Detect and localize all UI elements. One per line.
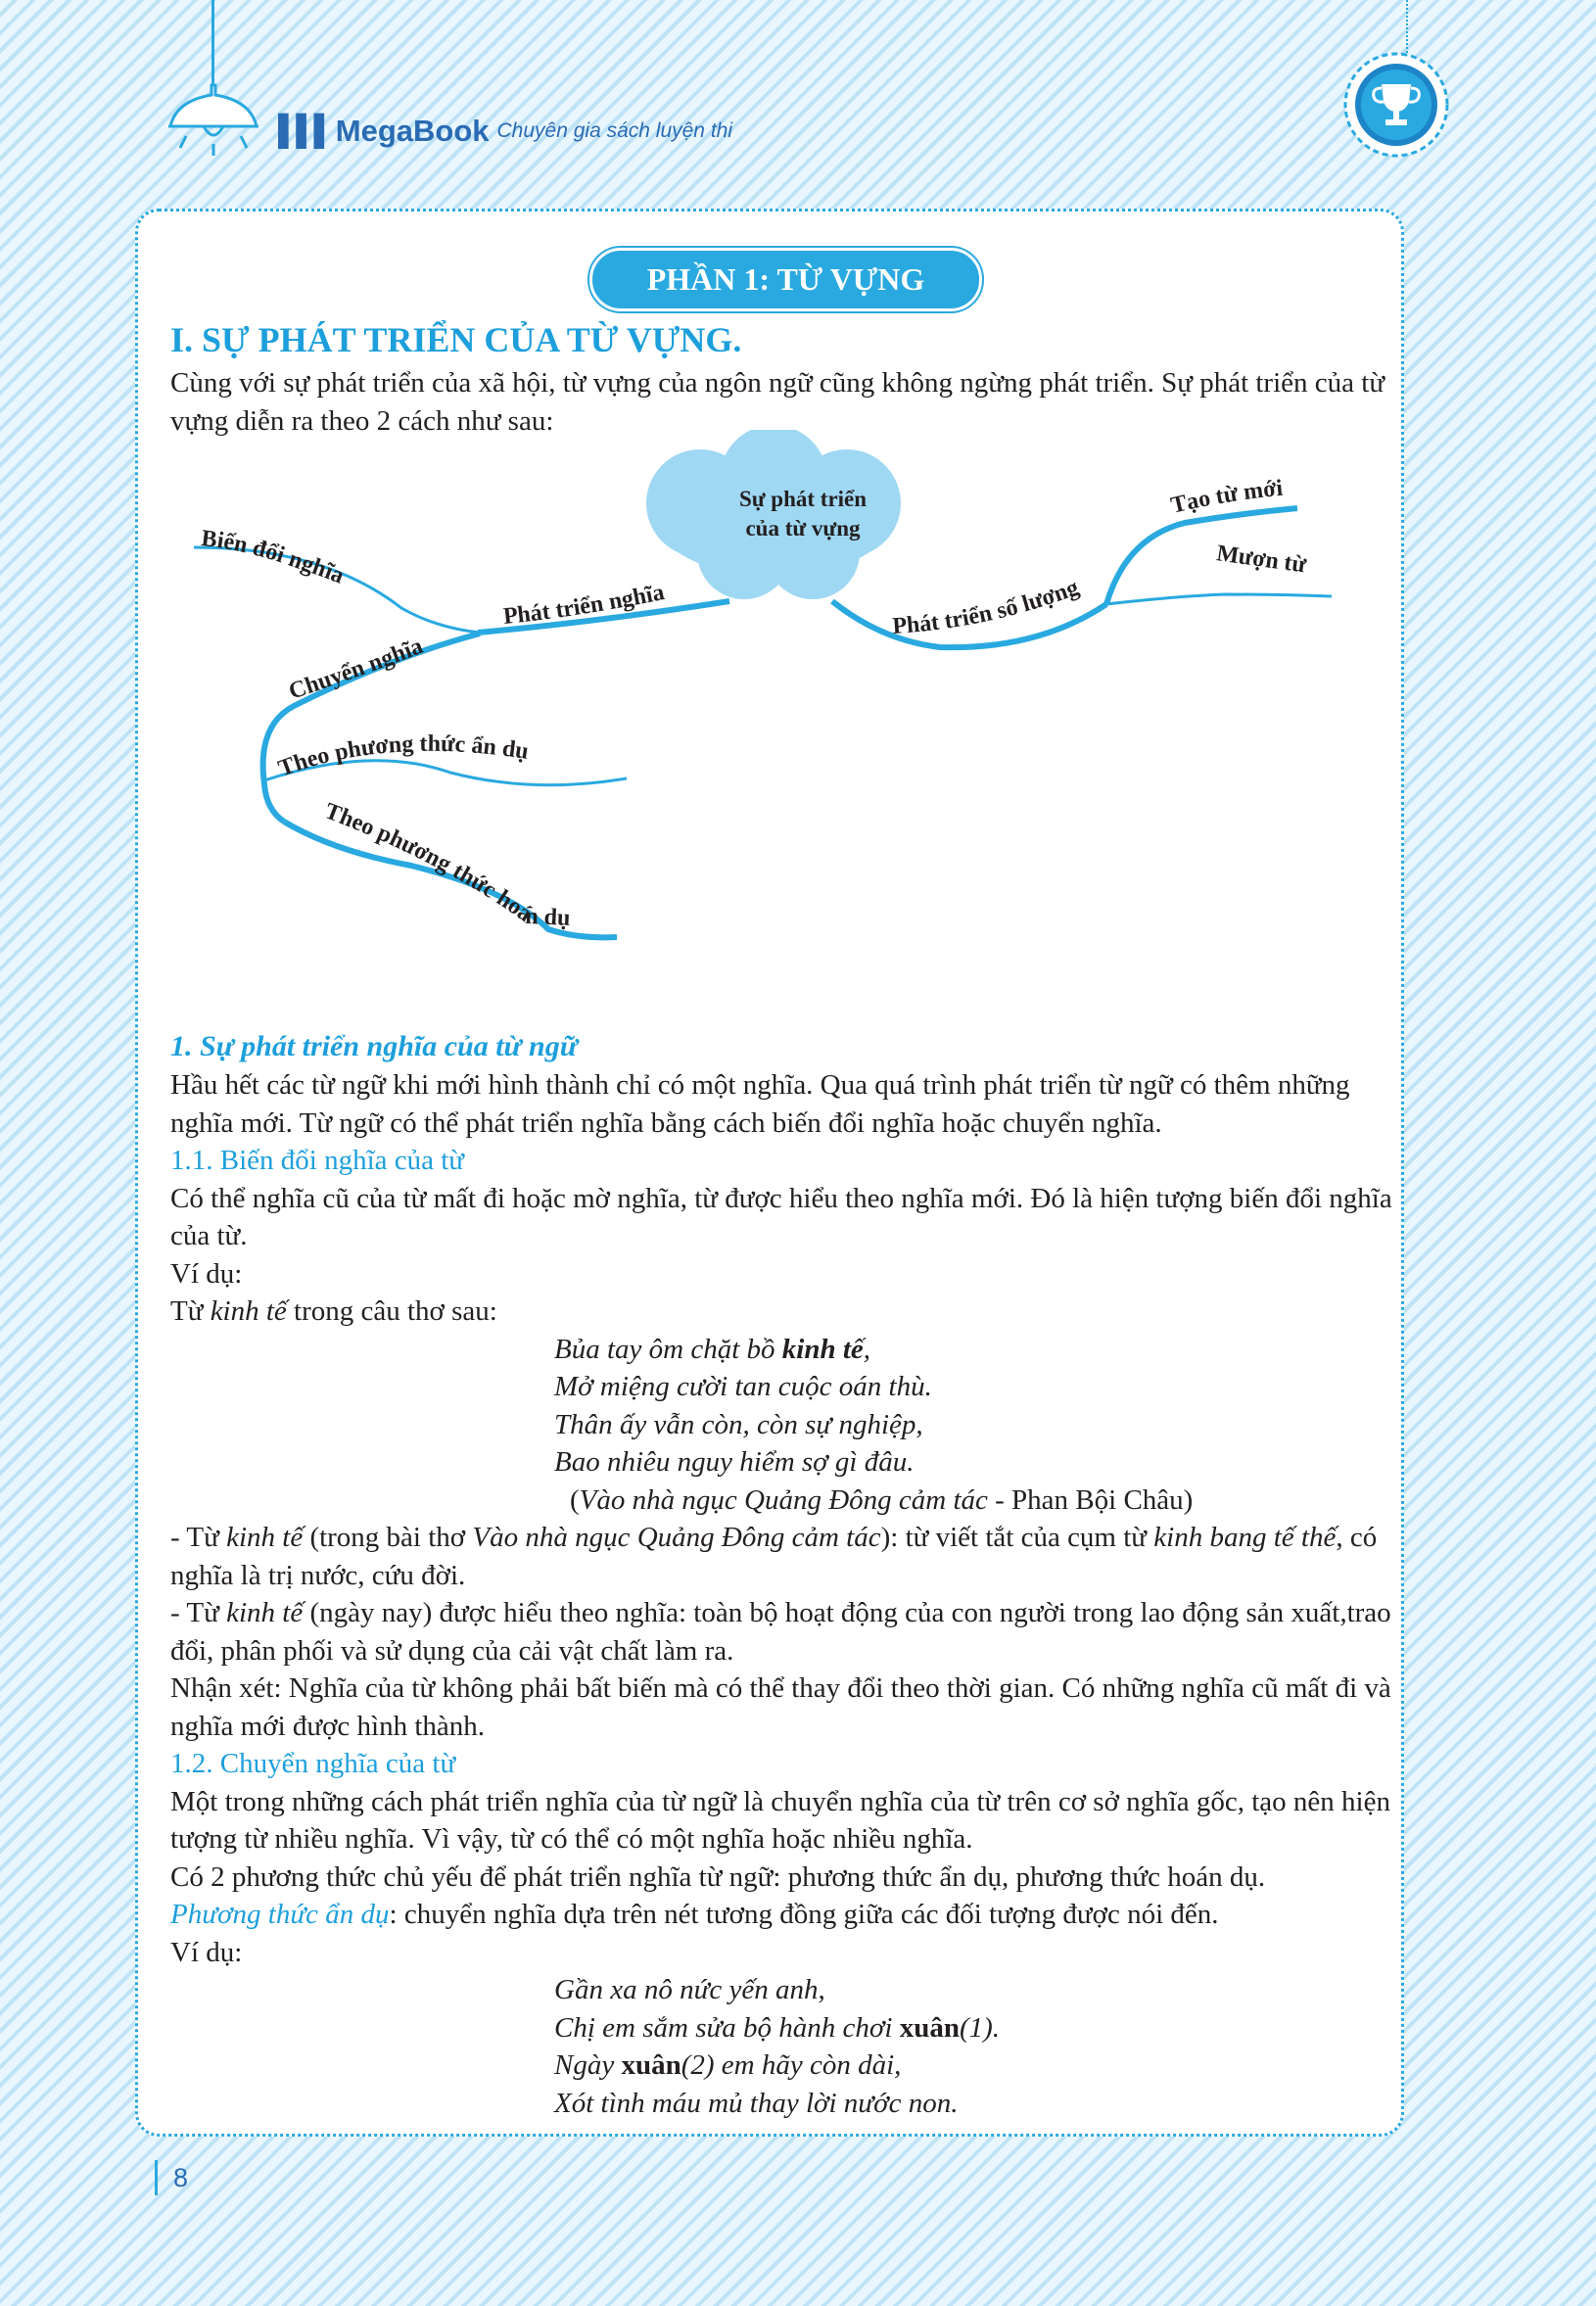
mindmap-center-cloud — [646, 430, 901, 599]
bullet-2: - Từ kinh tế (ngày nay) được hiểu theo nghĩa: toàn bộ hoạt động của con người trong lao động sản xuất,trao đổi, phân phối và sử dụng của cải vật chất làm ra. — [170, 1597, 1391, 1667]
poem2-line1: Gần xa nô nức yến anh, — [554, 1974, 825, 2005]
poem1-line4: Bao nhiêu nguy hiểm sợ gì đâu. — [554, 1446, 915, 1478]
trophy-icon — [1342, 51, 1450, 159]
sub-heading-1-1: 1.1. Biến đổi nghĩa của từ — [170, 1145, 465, 1176]
brand-name: MegaBook — [335, 114, 490, 148]
example-intro: Từ kinh tế trong câu thơ sau: — [170, 1295, 497, 1327]
section-title-pill: PHẦN 1: TỪ VỰNG — [589, 248, 982, 311]
label-phat-trien-so-luong: Phát triển số lượng — [891, 575, 1083, 640]
section-heading: I. SỰ PHÁT TRIỂN CỦA TỪ VỰNG. — [170, 320, 742, 359]
example-label-1: Ví dụ: — [170, 1257, 243, 1290]
sub-heading-1: 1. Sự phát triển nghĩa của từ ngữ — [170, 1030, 578, 1062]
sub11-body: Có thể nghĩa cũ của từ mất đi hoặc mờ nghĩa, từ được hiểu theo nghĩa mới. Đó là hiện tượng biến đổi nghĩa của từ. — [170, 1182, 1392, 1251]
sub1-body: Hầu hết các từ ngữ khi mới hình thành chỉ có một nghĩa. Qua quá trình phát triển từ ngữ có thêm những nghĩa mới. Từ ngữ có thể phát triển nghĩa bằng cách biến đổi nghĩa hoặc chuyển nghĩa. — [170, 1069, 1350, 1139]
branch-muon-tu — [1106, 594, 1332, 604]
label-hoan-du: Theo phương thức hoán dụ — [321, 798, 572, 931]
poem1-line2: Mở miệng cười tan cuộc oán thù. — [554, 1371, 932, 1402]
center-line-1: Sự phát triển — [738, 487, 868, 511]
poem1-line3: Thân ấy vẫn còn, còn sự nghiệp, — [554, 1408, 923, 1440]
mindmap-diagram — [0, 430, 1596, 1017]
label-chuyen-nghia: Chuyển nghĩa — [285, 633, 427, 705]
brand-tagline: Chuyên gia sách luyện thi — [496, 119, 733, 142]
poem1-citation: (Vào nhà ngục Quảng Đông cảm tác - Phan Bội Châu) — [570, 1483, 1194, 1516]
brand-header — [278, 114, 732, 149]
bullet-1: - Từ kinh tế (trong bài thơ Vào nhà ngục Quảng Đông cảm tác): từ viết tắt của cụm từ kinh bang tế thế, có nghĩa là trị nước, cứu đời. — [170, 1522, 1378, 1591]
poem2-line2: Chị em sắm sửa bộ hành chơi xuân(1). — [554, 2011, 1001, 2044]
sub12-body1: Một trong những cách phát triển nghĩa của từ ngữ là chuyển nghĩa của từ trên cơ sở nghĩa gốc, tạo nên hiện tượng từ nhiều nghĩa. Vì vậy, từ có thể có một nghĩa hoặc nhiều nghĩa. — [170, 1785, 1390, 1855]
remark: Nhận xét: Nghĩa của từ không phải bất biến mà có thể thay đổi theo thời gian. Có những nghĩa cũ mất đi và nghĩa mới được hình thành. — [170, 1672, 1391, 1742]
mindmap — [170, 440, 1404, 1027]
sub-heading-1-2: 1.2. Chuyển nghĩa của từ — [170, 1748, 456, 1779]
center-line-2: của từ vựng — [745, 516, 861, 541]
lamp-icon — [164, 83, 262, 157]
main-content — [170, 315, 1404, 2122]
label-an-du: Theo phương thức ẩn dụ — [275, 730, 531, 782]
poem2-line4: Xót tình máu mủ thay lời nước non. — [554, 2087, 959, 2119]
an-du-definition: Phương thức ẩn dụ: chuyển nghĩa dựa trên nét tương đồng giữa các đối tượng được nói đến. — [170, 1899, 1219, 1930]
example-label-2: Ví dụ: — [170, 1936, 243, 1968]
label-phat-trien-nghia: Phát triển nghĩa — [501, 580, 667, 631]
label-bien-doi-nghia: Biến đổi nghĩa — [200, 526, 348, 589]
intro-paragraph: Cùng với sự phát triển của xã hội, từ vựng của ngôn ngữ cũng không ngừng phát triển. Sự phát triển của từ vựng diễn ra theo 2 cách như sau: — [170, 367, 1385, 437]
poem2-line3: Ngày xuân(2) em hãy còn dài, — [554, 2049, 902, 2081]
branch-bien-doi-nghia — [194, 547, 480, 633]
sub12-body2: Có 2 phương thức chủ yếu để phát triển nghĩa từ ngữ: phương thức ẩn dụ, phương thức hoán dụ. — [170, 1860, 1266, 1893]
label-muon-tu: Mượn từ — [1214, 541, 1308, 579]
megabook-logo-icon: ▌▌▌ — [278, 115, 332, 147]
lamp-cord — [211, 0, 214, 90]
page-number: 8 — [155, 2160, 188, 2195]
poem1-line1: Bủa tay ôm chặt bồ kinh tế, — [554, 1333, 871, 1365]
label-tao-tu-moi: Tạo từ mới — [1168, 475, 1285, 519]
